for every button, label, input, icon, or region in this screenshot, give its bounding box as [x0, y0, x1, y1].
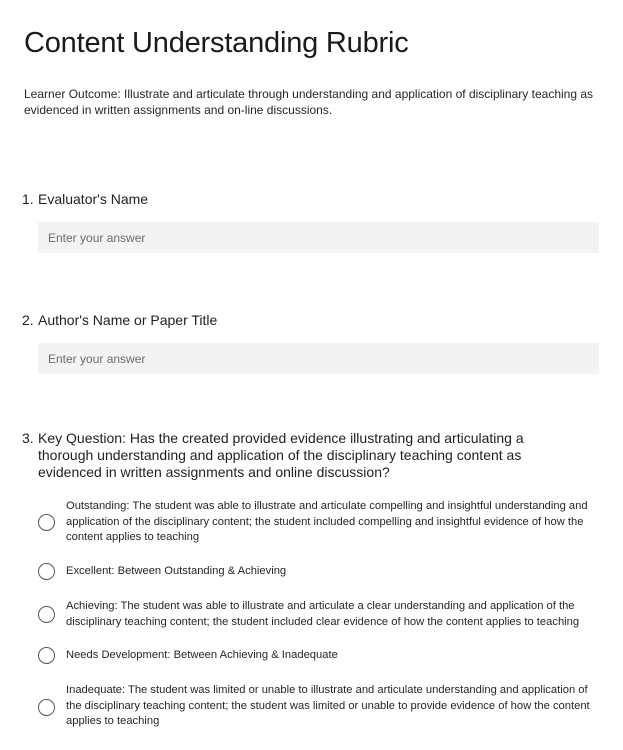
- question-3-label: [22, 430, 582, 481]
- author-name-input[interactable]: [38, 343, 599, 374]
- radio-button[interactable]: [38, 647, 55, 664]
- option-label: Needs Development: Between Achieving & Inadequate: [66, 649, 338, 661]
- question-number: 3.: [22, 430, 34, 446]
- question-number: 2.: [22, 312, 34, 328]
- option-label: Excellent: Between Outstanding & Achieving: [66, 565, 287, 577]
- question-2-label: [22, 311, 217, 329]
- question-1-label: [22, 190, 148, 208]
- option-label: Inadequate: The student was limited or unable to illustrate and articulate understanding and application of the disciplinary teaching content; the student was limited or unable to provide evidence of how the content applies to teaching: [66, 684, 590, 727]
- form-title: Content Understanding Rubric: [24, 27, 409, 59]
- question-text: Author's Name or Paper Title: [38, 312, 218, 328]
- question-text: Key Question: Has the created provided evidence illustrating and articulating a thorough understanding and application of the disciplinary teaching content as evidenced in written assignments and online discussion?: [38, 430, 524, 480]
- radio-button[interactable]: [38, 563, 55, 580]
- question-text: Evaluator's Name: [38, 191, 149, 207]
- option-label: Outstanding: The student was able to illustrate and articulate compelling and insightful understanding and application of the disciplinary content; the student included compelling and insightful evidence of how the content applies to teaching: [66, 500, 588, 543]
- evaluator-name-input[interactable]: [38, 222, 599, 253]
- option-label: Achieving: The student was able to illustrate and articulate a clear understanding and application of the disciplinary teaching content; the student included clear evidence of how the content applies to teaching: [66, 600, 580, 628]
- form-description: Learner Outcome: Illustrate and articulate through understanding and application of disciplinary teaching as evidenced in written assignments and on-line discussions.: [24, 87, 594, 117]
- question-number: 1.: [22, 191, 34, 207]
- radio-button[interactable]: [38, 699, 55, 716]
- radio-button[interactable]: [38, 514, 55, 531]
- radio-button[interactable]: [38, 606, 55, 623]
